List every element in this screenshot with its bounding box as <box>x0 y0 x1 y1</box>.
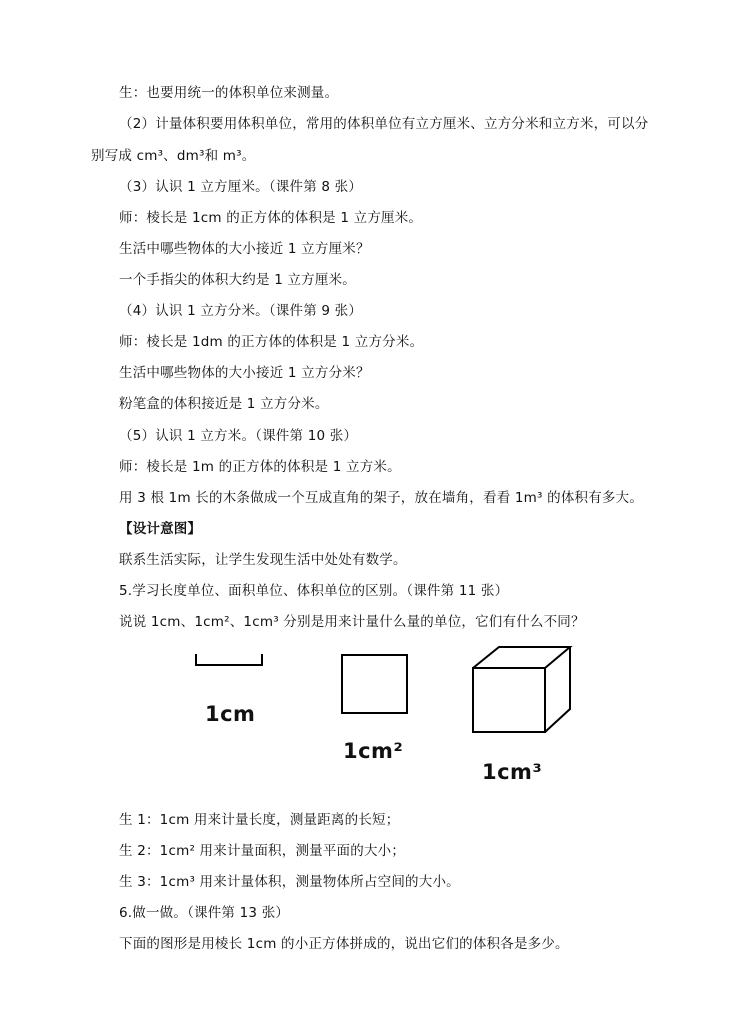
text-line-9: 师：棱长是 1dm 的正方体的体积是 1 立方分米。 <box>119 334 424 350</box>
area-square-icon <box>342 655 407 713</box>
text-line-5: 师：棱长是 1cm 的正方体的体积是 1 立方厘米。 <box>119 210 423 226</box>
student-answer-2: 生 2：1cm² 用来计量面积，测量平面的大小； <box>119 843 406 859</box>
length-bracket-icon <box>196 654 262 665</box>
student-answer-3: 生 3：1cm³ 用来计量体积，测量物体所占空间的大小。 <box>119 874 460 890</box>
text-line-4: （3）认识 1 立方厘米。（课件第 8 张） <box>119 179 363 195</box>
text-line-7: 一个手指尖的体积大约是 1 立方厘米。 <box>119 272 356 288</box>
text-line-11: 粉笔盒的体积接近是 1 立方分米。 <box>119 396 329 412</box>
design-intent-heading: 【设计意图】 <box>119 521 202 537</box>
text-line-13: 师：棱长是 1m 的正方体的体积是 1 立方米。 <box>119 459 401 475</box>
volume-unit-label: 1cm³ <box>482 760 543 784</box>
area-unit-label: 1cm² <box>343 739 404 763</box>
text-line-16: 联系生活实际，让学生发现生活中处处有数学。 <box>119 552 407 568</box>
text-line-1: 生：也要用统一的体积单位来测量。 <box>119 85 339 101</box>
text-line-12: （5）认识 1 立方米。（课件第 10 张） <box>119 428 358 444</box>
text-line-17: 5.学习长度单位、面积单位、体积单位的区别。（课件第 11 张） <box>119 583 509 599</box>
text-line-6: 生活中哪些物体的大小接近 1 立方厘米？ <box>119 241 370 257</box>
text-line-3: 别写成 cm³、dm³和 m³。 <box>91 148 256 164</box>
text-line-8: （4）认识 1 立方分米。（课件第 9 张） <box>119 303 363 319</box>
section-heading-6: 6.做一做。（课件第 13 张） <box>119 905 290 921</box>
exercise-instruction: 下面的图形是用棱长 1cm 的小正方体拼成的，说出它们的体积各是多少。 <box>119 936 569 952</box>
length-unit-label: 1cm <box>205 702 256 726</box>
text-line-10: 生活中哪些物体的大小接近 1 立方分米？ <box>119 365 370 381</box>
text-line-2: （2）计量体积要用体积单位，常用的体积单位有立方厘米、立方分米和立方米，可以分 <box>119 116 649 132</box>
volume-cube-icon <box>473 647 570 732</box>
student-answer-1: 生 1：1cm 用来计量长度，测量距离的长短； <box>119 812 400 828</box>
text-line-18: 说说 1cm、1cm²、1cm³ 分别是用来计量什么量的单位，它们有什么不同？ <box>119 614 585 630</box>
text-line-14: 用 3 根 1m 长的木条做成一个互成直角的架子，放在墙角，看看 1m³ 的体积有多大。 <box>119 490 644 506</box>
